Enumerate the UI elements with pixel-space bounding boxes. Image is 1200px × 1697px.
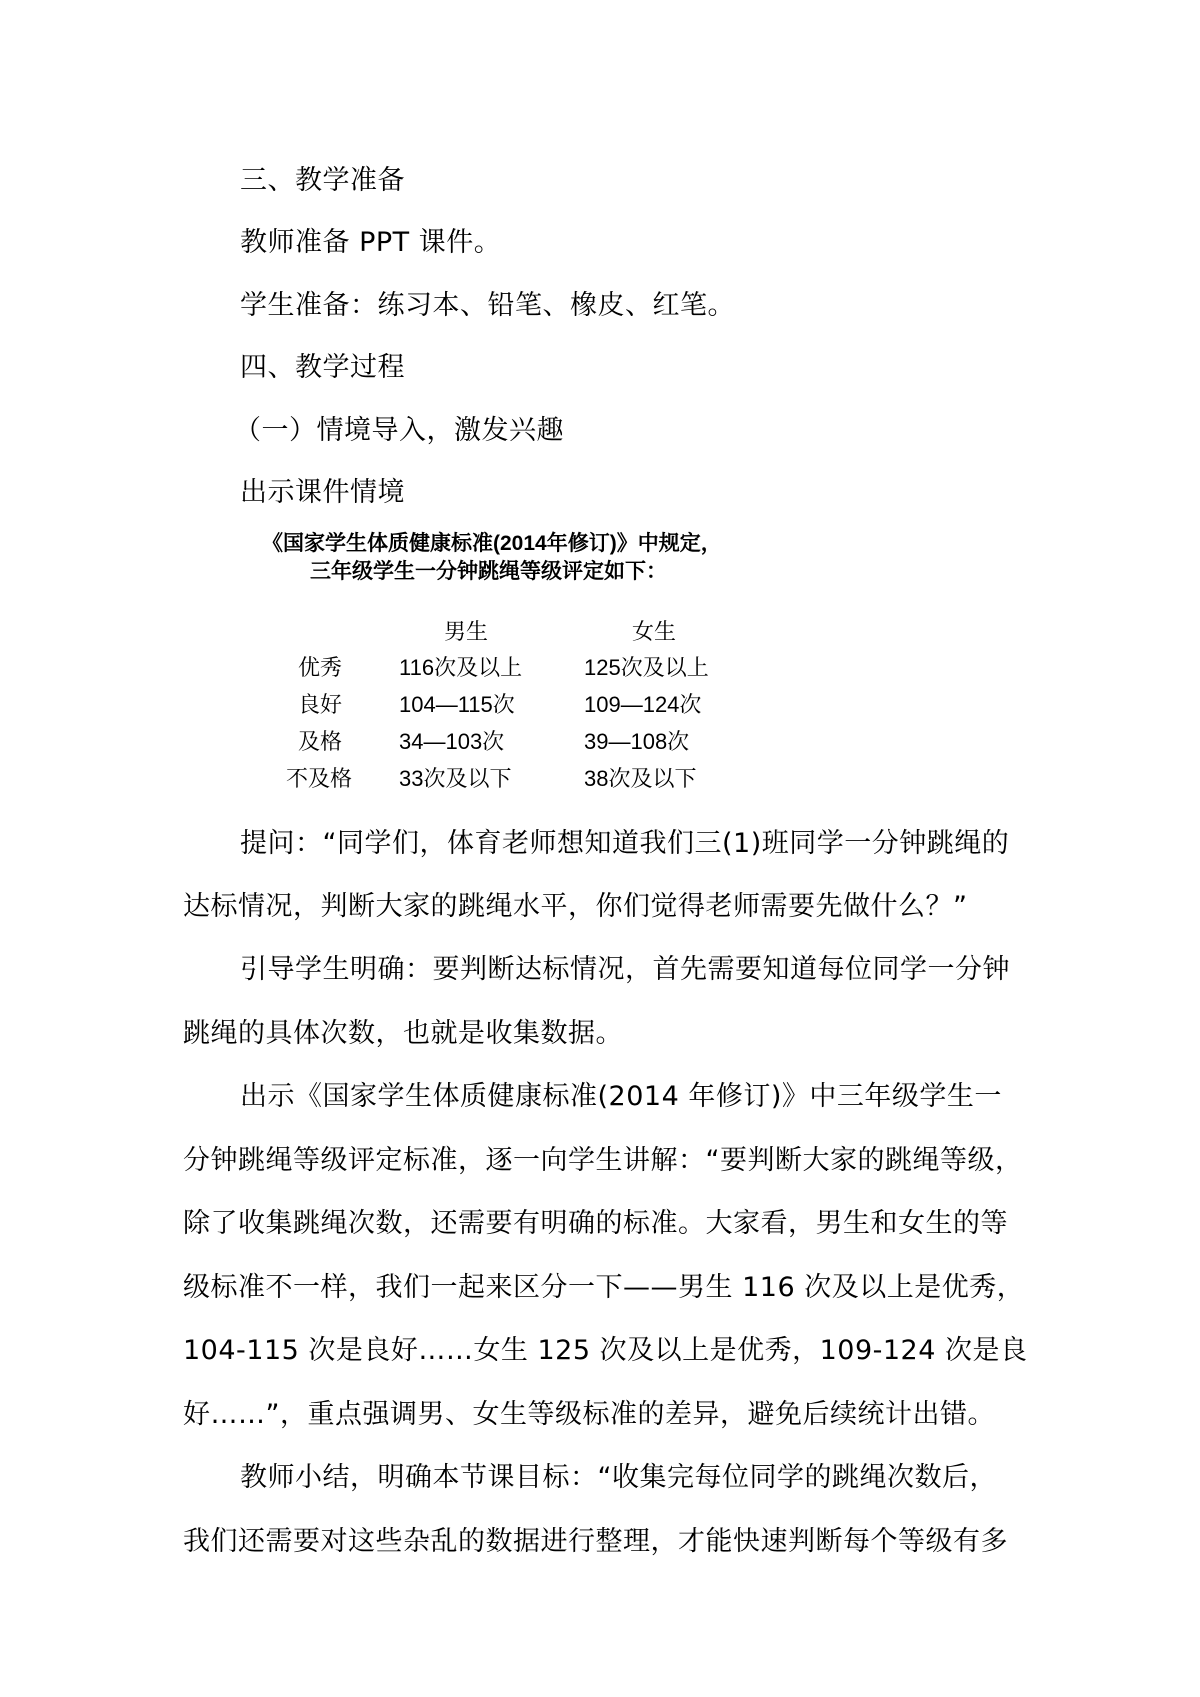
- heading-teaching-process: 四、教学过程: [240, 352, 405, 383]
- show-slide-text: 出示课件情境: [240, 477, 405, 508]
- column-header-female: 女生: [632, 619, 677, 644]
- explain-line-1: 出示《国家学生体质健康标准(2014 年修订)》中三年级学生一: [240, 1081, 1002, 1112]
- heading-teaching-preparation: 三、教学准备: [240, 165, 405, 196]
- row-level-excellent: 优秀: [298, 655, 343, 680]
- explain-line-2: 分钟跳绳等级评定标准，逐一向学生讲解：“要判断大家的跳绳等级，: [183, 1145, 1023, 1176]
- question-line-1: 提问：“同学们，体育老师想知道我们三(1)班同学一分钟跳绳的: [240, 828, 1010, 859]
- guide-line-1: 引导学生明确：要判断达标情况，首先需要知道每位同学一分钟: [240, 954, 1010, 985]
- row-level-pass: 及格: [298, 729, 343, 754]
- row-male-excellent: 116次及以上: [399, 655, 523, 680]
- explain-line-3: 除了收集跳绳次数，还需要有明确的标准。大家看，男生和女生的等: [183, 1208, 1008, 1239]
- row-female-fail: 38次及以下: [584, 766, 697, 791]
- row-level-good: 良好: [298, 692, 343, 717]
- question-line-2: 达标情况，判断大家的跳绳水平，你们觉得老师需要先做什么？”: [183, 891, 968, 922]
- explain-line-4: 级标准不一样，我们一起来区分一下——男生 116 次及以上是优秀，: [183, 1272, 1025, 1303]
- figure-title-line-2: 三年级学生一分钟跳绳等级评定如下：: [310, 560, 667, 583]
- explain-line-6: 好……”，重点强调男、女生等级标准的差异，避免后续统计出错。: [183, 1399, 995, 1430]
- row-female-excellent: 125次及以上: [584, 655, 709, 680]
- column-header-male: 男生: [444, 619, 489, 644]
- summary-line-1: 教师小结，明确本节课目标：“收集完每位同学的跳绳次数后，: [240, 1462, 997, 1493]
- guide-line-2: 跳绳的具体次数，也就是收集数据。: [183, 1018, 623, 1049]
- row-male-fail: 33次及以下: [399, 766, 512, 791]
- row-female-pass: 39—108次: [584, 729, 690, 754]
- figure-title-line-1: 《国家学生体质健康标准(2014年修订)》中规定，: [262, 532, 722, 555]
- subheading-situation-intro: （一）情境导入，激发兴趣: [234, 415, 564, 446]
- row-level-fail: 不及格: [286, 766, 353, 791]
- row-female-good: 109—124次: [584, 692, 702, 717]
- explain-line-5: 104-115 次是良好……女生 125 次及以上是优秀，109-124 次是良: [183, 1335, 1028, 1366]
- student-preparation-text: 学生准备：练习本、铅笔、橡皮、红笔。: [240, 290, 735, 321]
- teacher-preparation-text: 教师准备 PPT 课件。: [240, 227, 502, 258]
- row-male-pass: 34—103次: [399, 729, 505, 754]
- row-male-good: 104—115次: [399, 692, 515, 717]
- summary-line-2: 我们还需要对这些杂乱的数据进行整理，才能快速判断每个等级有多: [183, 1526, 1008, 1557]
